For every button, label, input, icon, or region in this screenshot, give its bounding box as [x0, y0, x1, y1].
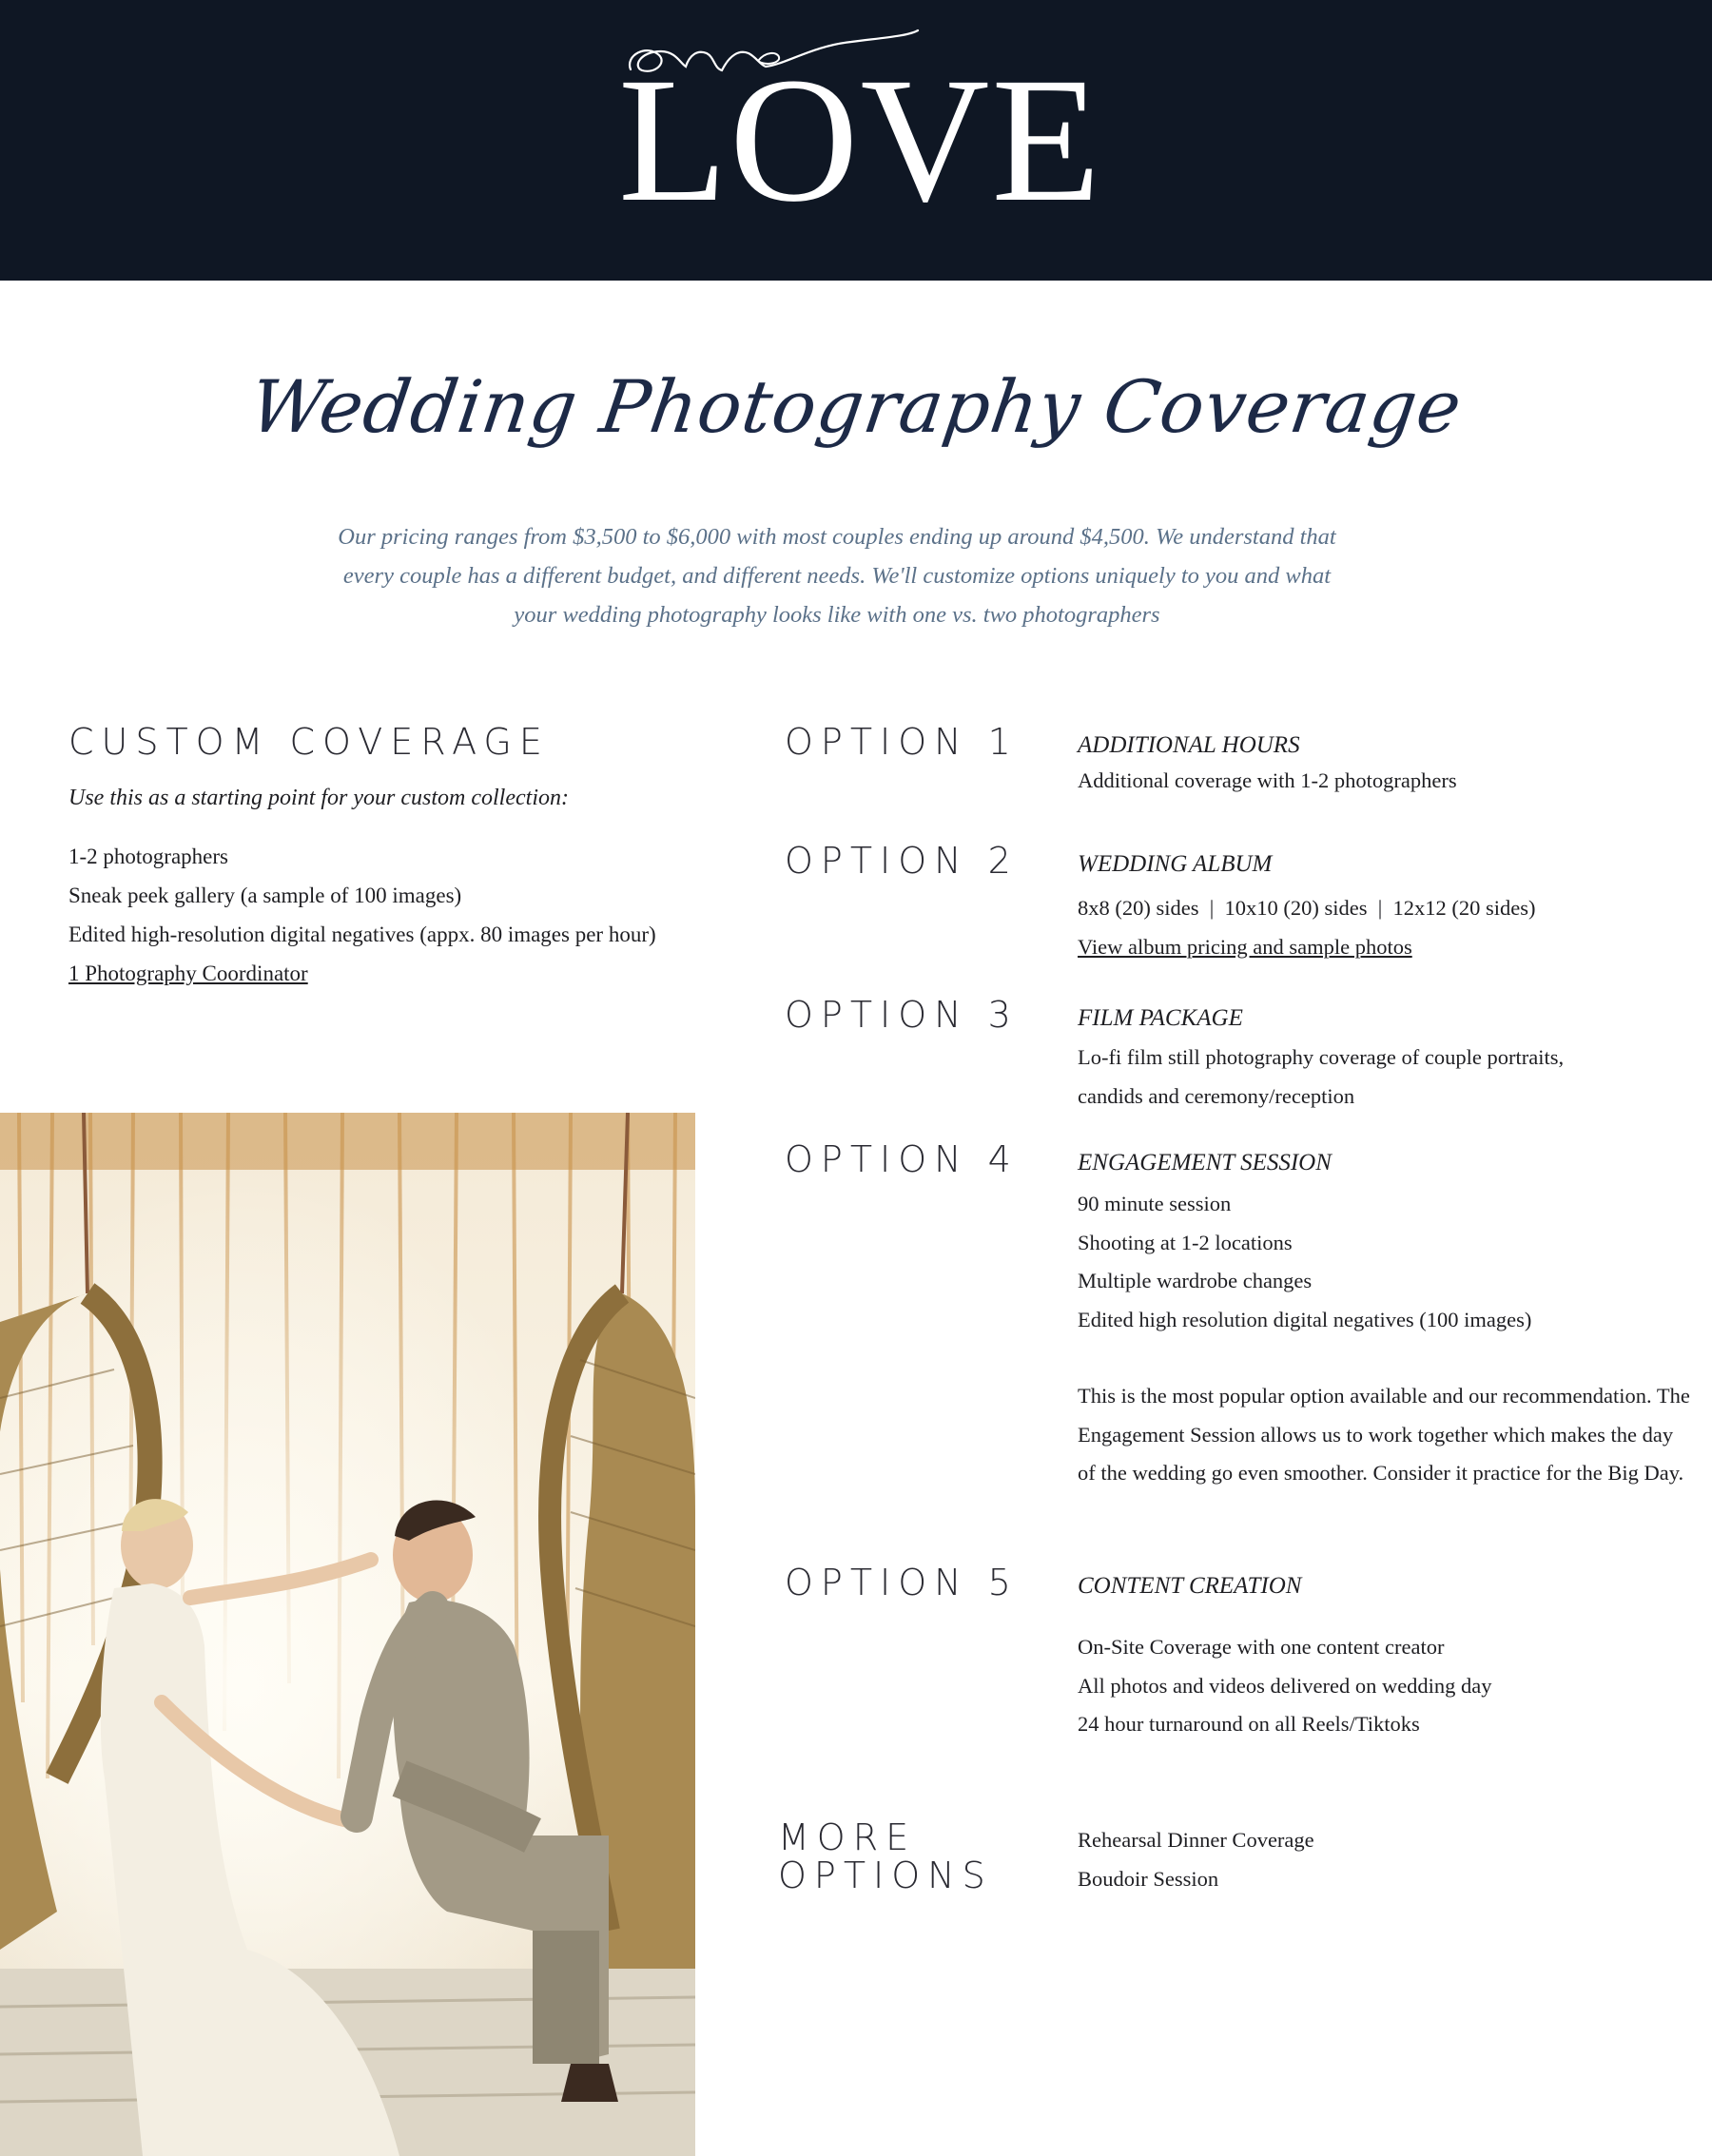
custom-coverage-heading: CUSTOM COVERAGE [68, 721, 550, 763]
more-options-line2: OPTIONS [778, 1855, 993, 1896]
option-4-title: ENGAGEMENT SESSION [1078, 1150, 1332, 1175]
list-item [1078, 928, 1535, 967]
more-options-line1: MORE [778, 1816, 917, 1858]
list-item: 8x8 (20) sides | 10x10 (20) sides | 12x12 (20 sides) [1078, 896, 1536, 920]
list-item: Sneak peek gallery (a sample of 100 images) [68, 884, 462, 907]
option-4-details [1078, 1185, 1531, 1339]
option-1-title: ADDITIONAL HOURS [1078, 732, 1300, 758]
header-banner [0, 0, 1712, 281]
list-item: 24 hour turnaround on all Reels/Tiktoks [1078, 1712, 1420, 1736]
couple-photo [0, 1113, 695, 2156]
pricing-intro: Our pricing ranges from $3,500 to $6,000 with most couples ending up around $4,500. We understand that every couple has a different budget, and different needs. We'll customize options uniquely to you and what your wedding photography looks like with one vs. two photographers [338, 524, 1336, 628]
custom-coverage-subtitle: Use this as a starting point for your custom collection: [68, 786, 569, 810]
list-item: Lo-fi film still photography coverage of couple portraits, [1078, 1045, 1565, 1069]
option-3-title: FILM PACKAGE [1078, 1005, 1243, 1031]
option-5-title: CONTENT CREATION [1078, 1573, 1302, 1599]
option-5-label: OPTION 5 [785, 1562, 1019, 1603]
list-item: On-Site Coverage with one content creator [1078, 1635, 1445, 1659]
option-5-details [1078, 1628, 1492, 1744]
more-options-list [1078, 1821, 1314, 1898]
option-2-label: OPTION 2 [785, 840, 1019, 882]
option-1-details [1078, 762, 1457, 801]
list-item: 90 minute session [1078, 1192, 1232, 1215]
list-item [68, 954, 656, 993]
option-2-details [1078, 889, 1535, 966]
photography-coordinator-link[interactable]: 1 Photography Coordinator [68, 961, 308, 985]
list-item: candids and ceremony/reception [1078, 1083, 1355, 1108]
more-options-label [778, 1818, 993, 1894]
custom-coverage-list [68, 837, 656, 993]
option-3-label: OPTION 3 [785, 994, 1019, 1036]
list-item: 1-2 photographers [68, 845, 228, 868]
logo-wordmark[interactable]: LOVE [618, 40, 1103, 239]
option-4-label: OPTION 4 [785, 1138, 1019, 1180]
list-item: Additional coverage with 1-2 photographers [1078, 768, 1457, 792]
page-title: Wedding Photography Coverage [244, 364, 1468, 449]
list-item: Rehearsal Dinner Coverage [1078, 1828, 1314, 1852]
list-item: Shooting at 1-2 locations [1078, 1230, 1293, 1254]
list-item: All photos and videos delivered on wedding day [1078, 1673, 1492, 1698]
album-pricing-link[interactable]: View album pricing and sample photos [1078, 934, 1412, 959]
option-3-details [1078, 1039, 1564, 1116]
option-1-label: OPTION 1 [785, 721, 1019, 763]
list-item: Multiple wardrobe changes [1078, 1269, 1313, 1292]
list-item: Edited high-resolution digital negatives (appx. 80 images per hour) [68, 923, 656, 946]
list-item: Boudoir Session [1078, 1866, 1219, 1891]
option-4-recommendation: This is the most popular option available and our recommendation. The Engagement Session allows us to work together which makes the day of the wedding go even smoother. Consider it practice for the Big Day. [1078, 1384, 1690, 1485]
option-2-title: WEDDING ALBUM [1078, 851, 1273, 877]
list-item: Edited high resolution digital negatives (100 images) [1078, 1307, 1532, 1331]
